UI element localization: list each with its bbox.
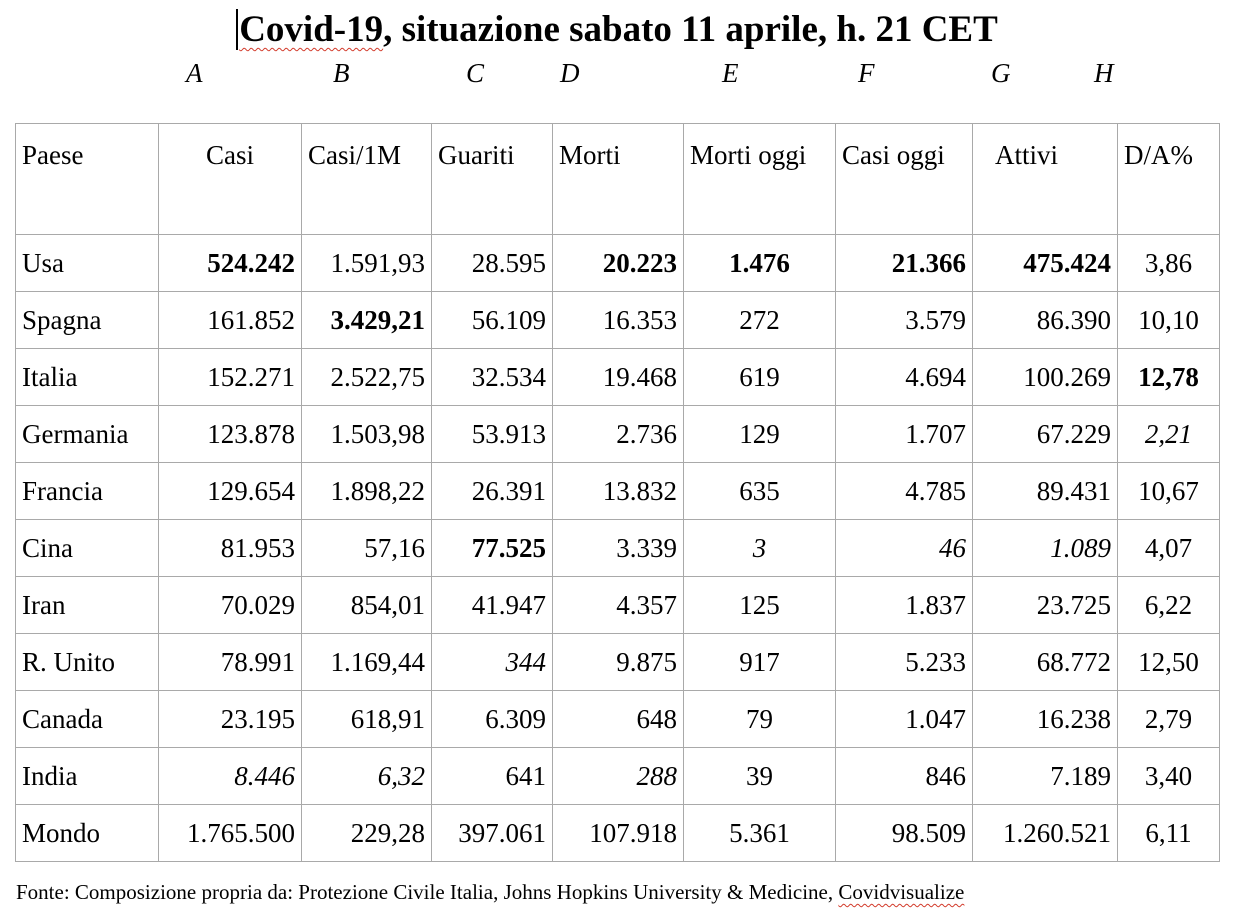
guariti-cell: 28.595 <box>432 235 553 292</box>
casi-1m-cell: 1.503,98 <box>302 406 432 463</box>
morti-cell: 107.918 <box>553 805 684 862</box>
attivi-cell: 68.772 <box>973 634 1118 691</box>
morti-cell: 648 <box>553 691 684 748</box>
casi-1m-cell: 1.591,93 <box>302 235 432 292</box>
table-row <box>16 634 1220 691</box>
attivi-cell: 16.238 <box>973 691 1118 748</box>
country-cell: Usa <box>16 235 159 292</box>
country-cell: R. Unito <box>16 634 159 691</box>
attivi-cell: 1.089 <box>973 520 1118 577</box>
casi-oggi-cell: 1.707 <box>836 406 973 463</box>
guariti-cell: 77.525 <box>432 520 553 577</box>
header-casi-oggi: Casi oggi <box>836 124 973 235</box>
casi-cell: 70.029 <box>159 577 302 634</box>
header-casi-1m: Casi/1M <box>302 124 432 235</box>
attivi-cell: 86.390 <box>973 292 1118 349</box>
column-letter-a: A <box>186 58 203 88</box>
morti-cell: 288 <box>553 748 684 805</box>
da-percent-cell: 10,67 <box>1118 463 1220 520</box>
attivi-cell: 89.431 <box>973 463 1118 520</box>
da-percent-cell: 6,11 <box>1118 805 1220 862</box>
footer-spellcheck-word: Covidvisualize <box>838 880 965 904</box>
guariti-cell: 397.061 <box>432 805 553 862</box>
da-percent-cell: 2,79 <box>1118 691 1220 748</box>
casi-cell: 23.195 <box>159 691 302 748</box>
country-cell: Canada <box>16 691 159 748</box>
table-row <box>16 235 1220 292</box>
attivi-cell: 67.229 <box>973 406 1118 463</box>
table-row <box>16 520 1220 577</box>
guariti-cell: 6.309 <box>432 691 553 748</box>
guariti-cell: 26.391 <box>432 463 553 520</box>
da-percent-cell: 4,07 <box>1118 520 1220 577</box>
footer-text: Fonte: Composizione propria da: Protezione Civile Italia, Johns Hopkins University & Medicine, <box>16 880 839 904</box>
column-letter-d: D <box>560 58 580 88</box>
casi-1m-cell: 2.522,75 <box>302 349 432 406</box>
da-percent-cell: 12,50 <box>1118 634 1220 691</box>
casi-1m-cell: 3.429,21 <box>302 292 432 349</box>
casi-1m-cell: 1.898,22 <box>302 463 432 520</box>
morti-oggi-cell: 125 <box>684 577 836 634</box>
column-letter-g: G <box>991 58 1011 88</box>
casi-cell: 524.242 <box>159 235 302 292</box>
morti-cell: 19.468 <box>553 349 684 406</box>
morti-cell: 13.832 <box>553 463 684 520</box>
casi-1m-cell: 6,32 <box>302 748 432 805</box>
morti-oggi-cell: 1.476 <box>684 235 836 292</box>
da-percent-cell: 3,86 <box>1118 235 1220 292</box>
attivi-cell: 100.269 <box>973 349 1118 406</box>
table-header-row <box>16 124 1220 235</box>
table-row <box>16 463 1220 520</box>
country-cell: Mondo <box>16 805 159 862</box>
morti-cell: 2.736 <box>553 406 684 463</box>
morti-oggi-cell: 129 <box>684 406 836 463</box>
country-cell: Spagna <box>16 292 159 349</box>
casi-oggi-cell: 5.233 <box>836 634 973 691</box>
morti-oggi-cell: 5.361 <box>684 805 836 862</box>
casi-1m-cell: 854,01 <box>302 577 432 634</box>
casi-oggi-cell: 1.047 <box>836 691 973 748</box>
casi-1m-cell: 57,16 <box>302 520 432 577</box>
morti-cell: 16.353 <box>553 292 684 349</box>
morti-oggi-cell: 79 <box>684 691 836 748</box>
table-row <box>16 406 1220 463</box>
morti-cell: 4.357 <box>553 577 684 634</box>
guariti-cell: 344 <box>432 634 553 691</box>
country-cell: Francia <box>16 463 159 520</box>
country-cell: Cina <box>16 520 159 577</box>
casi-oggi-cell: 46 <box>836 520 973 577</box>
casi-cell: 81.953 <box>159 520 302 577</box>
column-letter-c: C <box>466 58 485 88</box>
morti-cell: 3.339 <box>553 520 684 577</box>
header-da-percent: D/A% <box>1118 124 1220 235</box>
casi-1m-cell: 229,28 <box>302 805 432 862</box>
attivi-cell: 475.424 <box>973 235 1118 292</box>
casi-cell: 161.852 <box>159 292 302 349</box>
header-casi: Casi <box>159 124 302 235</box>
casi-oggi-cell: 4.785 <box>836 463 973 520</box>
header-morti-oggi: Morti oggi <box>684 124 836 235</box>
title-rest: , situazione sabato 11 aprile, h. 21 CET <box>383 9 998 50</box>
morti-cell: 20.223 <box>553 235 684 292</box>
table-row <box>16 805 1220 862</box>
casi-oggi-cell: 846 <box>836 748 973 805</box>
morti-oggi-cell: 3 <box>684 520 836 577</box>
morti-oggi-cell: 619 <box>684 349 836 406</box>
da-percent-cell: 6,22 <box>1118 577 1220 634</box>
attivi-cell: 7.189 <box>973 748 1118 805</box>
table-row <box>16 577 1220 634</box>
header-attivi: Attivi <box>973 124 1118 235</box>
column-letter-f: F <box>858 58 875 88</box>
casi-oggi-cell: 98.509 <box>836 805 973 862</box>
attivi-cell: 1.260.521 <box>973 805 1118 862</box>
country-cell: Iran <box>16 577 159 634</box>
casi-cell: 1.765.500 <box>159 805 302 862</box>
morti-oggi-cell: 635 <box>684 463 836 520</box>
column-letter-e: E <box>722 58 739 88</box>
header-morti: Morti <box>553 124 684 235</box>
casi-oggi-cell: 21.366 <box>836 235 973 292</box>
guariti-cell: 41.947 <box>432 577 553 634</box>
casi-cell: 152.271 <box>159 349 302 406</box>
table-row <box>16 349 1220 406</box>
casi-oggi-cell: 3.579 <box>836 292 973 349</box>
morti-oggi-cell: 917 <box>684 634 836 691</box>
title-spellcheck-word: Covid-19 <box>236 9 383 50</box>
guariti-cell: 53.913 <box>432 406 553 463</box>
column-letter-h: H <box>1094 58 1114 88</box>
morti-cell: 9.875 <box>553 634 684 691</box>
page-title <box>0 7 1234 53</box>
header-paese: Paese <box>16 124 159 235</box>
table-row <box>16 691 1220 748</box>
guariti-cell: 641 <box>432 748 553 805</box>
header-guariti: Guariti <box>432 124 553 235</box>
casi-cell: 78.991 <box>159 634 302 691</box>
casi-cell: 129.654 <box>159 463 302 520</box>
da-percent-cell: 12,78 <box>1118 349 1220 406</box>
casi-cell: 123.878 <box>159 406 302 463</box>
da-percent-cell: 10,10 <box>1118 292 1220 349</box>
da-percent-cell: 2,21 <box>1118 406 1220 463</box>
morti-oggi-cell: 39 <box>684 748 836 805</box>
casi-cell: 8.446 <box>159 748 302 805</box>
casi-oggi-cell: 1.837 <box>836 577 973 634</box>
guariti-cell: 32.534 <box>432 349 553 406</box>
covid-table <box>15 123 1220 862</box>
attivi-cell: 23.725 <box>973 577 1118 634</box>
country-cell: India <box>16 748 159 805</box>
table-row <box>16 748 1220 805</box>
guariti-cell: 56.109 <box>432 292 553 349</box>
column-letter-b: B <box>333 58 350 88</box>
country-cell: Italia <box>16 349 159 406</box>
casi-1m-cell: 1.169,44 <box>302 634 432 691</box>
source-footer <box>16 878 964 906</box>
casi-1m-cell: 618,91 <box>302 691 432 748</box>
country-cell: Germania <box>16 406 159 463</box>
casi-oggi-cell: 4.694 <box>836 349 973 406</box>
table-row <box>16 292 1220 349</box>
morti-oggi-cell: 272 <box>684 292 836 349</box>
da-percent-cell: 3,40 <box>1118 748 1220 805</box>
